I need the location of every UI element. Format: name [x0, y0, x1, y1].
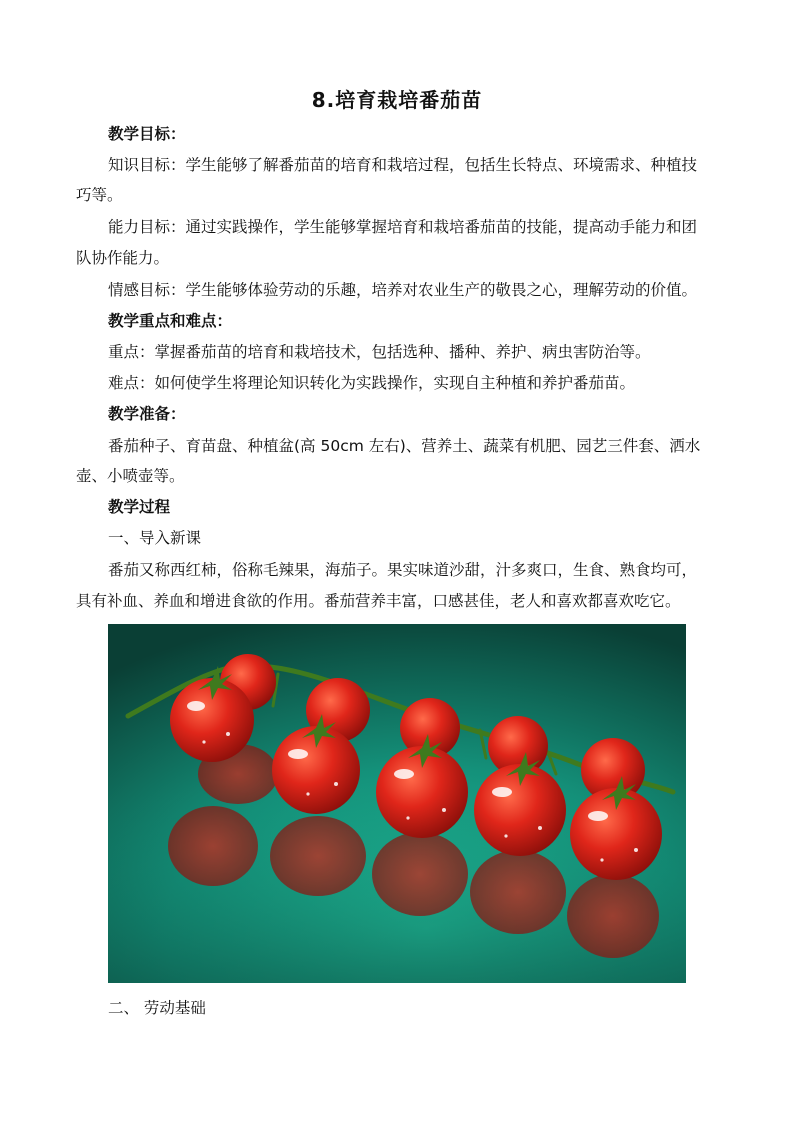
- difficulty-text: 难点：如何使学生将理论知识转化为实践操作，实现自主种植和养护番茄苗。: [108, 374, 636, 392]
- section-heading-preparation: 教学准备：: [108, 405, 186, 423]
- section-heading-process: 教学过程: [108, 498, 171, 516]
- part1-heading: 一、导入新课: [108, 529, 202, 547]
- ability-goal-text-cont: 队协作能力。: [76, 249, 170, 267]
- section-heading-key-points: 教学重点和难点：: [108, 312, 233, 330]
- tomato-photo: [108, 624, 686, 983]
- page-title: 8.培育栽培番茄苗: [311, 88, 483, 112]
- preparation-text-cont: 壶、小喷壶等。: [76, 467, 185, 485]
- part2-heading: 二、 劳动基础: [108, 999, 206, 1017]
- section-heading-objectives: 教学目标：: [108, 125, 186, 143]
- ability-goal-text: 能力目标：通过实践操作，学生能够掌握培育和栽培番茄苗的技能，提高动手能力和团: [108, 218, 698, 236]
- knowledge-goal-text: 知识目标：学生能够了解番茄苗的培育和栽培过程，包括生长特点、环境需求、种植技: [108, 156, 698, 174]
- intro-text-cont: 具有补血、养血和增进食欲的作用。番茄营养丰富，口感甚佳，老人和喜欢都喜欢吃它。: [76, 592, 681, 610]
- knowledge-goal-text-cont: 巧等。: [76, 186, 123, 204]
- emotion-goal-text: 情感目标：学生能够体验劳动的乐趣，培养对农业生产的敬畏之心，理解劳动的价值。: [108, 281, 698, 299]
- intro-text: 番茄又称西红柿，俗称毛辣果，海茄子。果实味道沙甜，汁多爽口，生食、熟食均可，: [108, 561, 698, 579]
- preparation-text: 番茄种子、育苗盘、种植盆(高 50cm 左右)、营养土、蔬菜有机肥、园艺三件套、洒水: [108, 437, 701, 455]
- key-point-text: 重点：掌握番茄苗的培育和栽培技术，包括选种、播种、养护、病虫害防治等。: [108, 343, 651, 361]
